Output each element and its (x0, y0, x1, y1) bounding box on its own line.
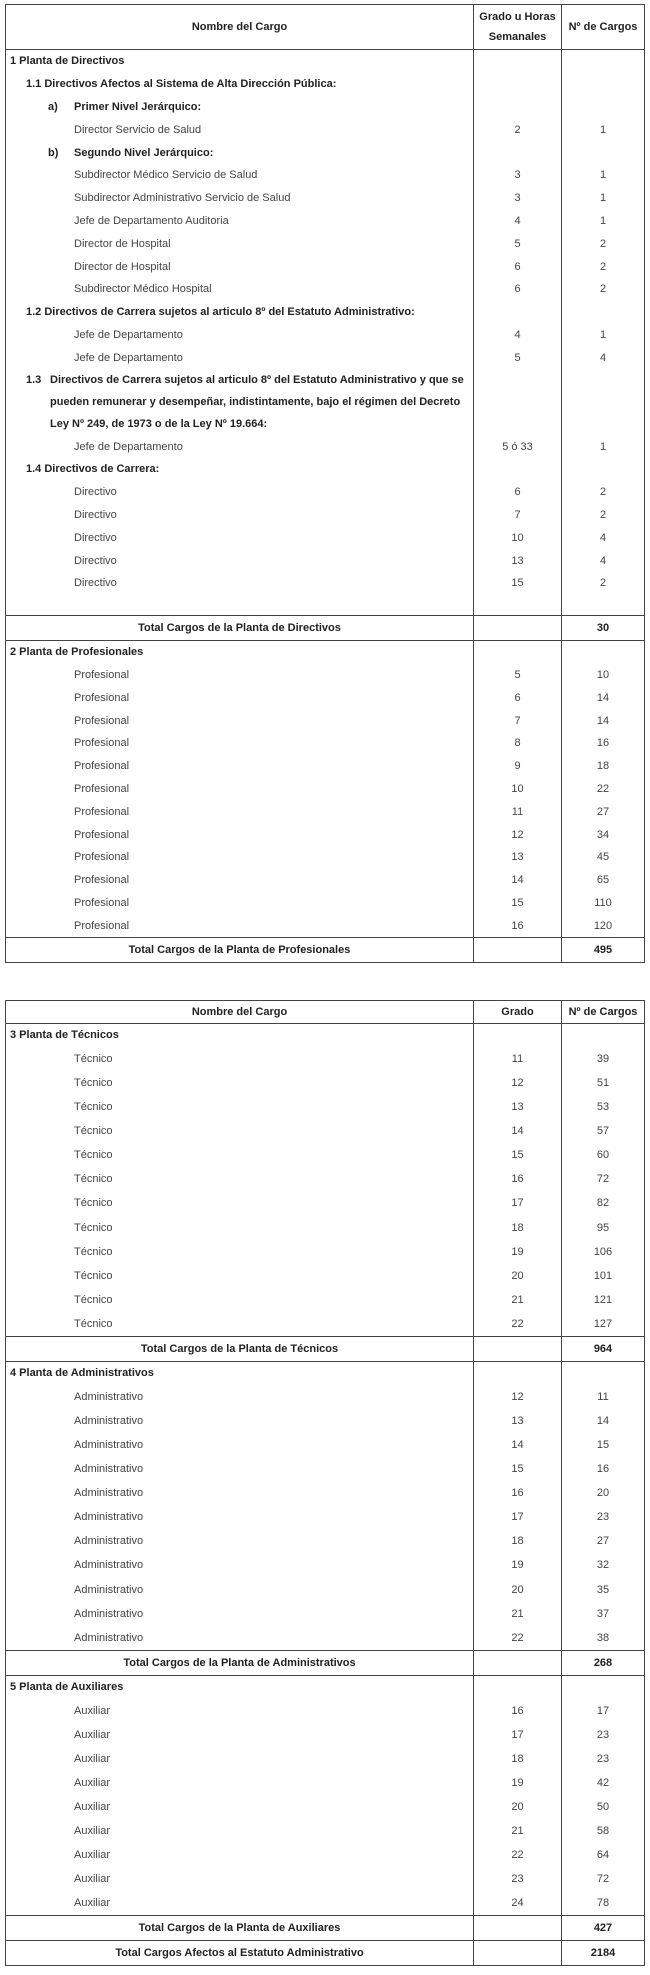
table-row (6, 526, 645, 549)
section-title: 3 Planta de Técnicos (6, 1024, 474, 1047)
cargo-count: 2 (562, 481, 645, 504)
cargo-count: 11 (562, 1385, 645, 1409)
cargo-grade: 16 (474, 1167, 562, 1191)
cargo-name: Profesional (6, 846, 474, 869)
cargo-count: 2 (562, 504, 645, 527)
table-row (6, 549, 645, 572)
cargo-count: 58 (562, 1819, 645, 1843)
cargo-grade: 7 (474, 504, 562, 527)
cargo-grade: 6 (474, 481, 562, 504)
cargo-name: Jefe de Departamento (6, 324, 474, 347)
cargo-name: Directivo (6, 549, 474, 572)
cargo-count: 42 (562, 1771, 645, 1795)
total-label: Total Cargos de la Planta de Técnicos (6, 1336, 474, 1361)
cargo-grade: 20 (474, 1795, 562, 1819)
cargo-count: 2 (562, 232, 645, 255)
total-row-sec3 (6, 1336, 645, 1361)
cargo-count: 37 (562, 1602, 645, 1626)
table-row (6, 164, 645, 187)
cargo-name: Subdirector Médico Servicio de Salud (6, 164, 474, 187)
cargo-count: 23 (562, 1747, 645, 1771)
cargo-grade: 21 (474, 1819, 562, 1843)
cargo-name: Administrativo (6, 1626, 474, 1651)
cargo-count: 45 (562, 846, 645, 869)
cargo-count: 14 (562, 709, 645, 732)
table-tecnicos-administrativos-auxiliares (5, 1000, 645, 1966)
table-row (6, 435, 645, 458)
cargo-grade: 6 (474, 278, 562, 301)
cargo-grade: 3 (474, 187, 562, 210)
cargo-count: 1 (562, 210, 645, 233)
table-row (6, 1843, 645, 1867)
cargo-name: Profesional (6, 800, 474, 823)
cargo-name: Auxiliar (6, 1819, 474, 1843)
cargo-count: 53 (562, 1095, 645, 1119)
cargo-count: 95 (562, 1215, 645, 1239)
cargo-name: Auxiliar (6, 1891, 474, 1916)
cargo-grade: 21 (474, 1288, 562, 1312)
cargo-name: Auxiliar (6, 1723, 474, 1747)
cargo-name: Directivo (6, 504, 474, 527)
header-grado: Grado (474, 1001, 562, 1024)
cargo-count: 60 (562, 1143, 645, 1167)
cargo-count: 18 (562, 755, 645, 778)
cargo-grade: 22 (474, 1312, 562, 1337)
total-label: Total Cargos de la Planta de Directivos (6, 615, 474, 640)
cargo-grade: 16 (474, 914, 562, 937)
table-row (6, 1312, 645, 1337)
total-value: 495 (562, 938, 645, 963)
section-title-row (6, 1024, 645, 1047)
cargo-name: Administrativo (6, 1481, 474, 1505)
cargo-grade: 14 (474, 1119, 562, 1143)
cargo-count: 14 (562, 1409, 645, 1433)
cargo-count: 27 (562, 1529, 645, 1553)
cargo-grade: 19 (474, 1771, 562, 1795)
cargo-grade: 16 (474, 1699, 562, 1723)
cargo-count: 35 (562, 1577, 645, 1601)
cargo-grade: 13 (474, 549, 562, 572)
cargo-grade: 21 (474, 1602, 562, 1626)
table-row (6, 892, 645, 915)
cargo-name: Administrativo (6, 1457, 474, 1481)
table-row (6, 1723, 645, 1747)
cargo-count: 72 (562, 1867, 645, 1891)
table-row (6, 324, 645, 347)
cargo-name: Profesional (6, 869, 474, 892)
total-row-profesionales (6, 938, 645, 963)
cargo-name: Jefe de Departamento Auditoria (6, 210, 474, 233)
cargo-count: 50 (562, 1795, 645, 1819)
cargo-name: Administrativo (6, 1553, 474, 1577)
cargo-name: Administrativo (6, 1433, 474, 1457)
subsection-title-row (6, 458, 645, 481)
section-title-row (6, 640, 645, 663)
total-label: Total Cargos Afectos al Estatuto Administrativo (6, 1941, 474, 1966)
cargo-grade: 8 (474, 732, 562, 755)
cargo-grade: 14 (474, 869, 562, 892)
cargo-grade: 5 (474, 232, 562, 255)
table-row (6, 1215, 645, 1239)
table-row (6, 1529, 645, 1553)
table-row (6, 1626, 645, 1651)
cargo-name: Técnico (6, 1143, 474, 1167)
cargo-name: Auxiliar (6, 1795, 474, 1819)
table-row (6, 210, 645, 233)
cargo-count: 10 (562, 664, 645, 687)
table-row (6, 1747, 645, 1771)
table-row (6, 1119, 645, 1143)
table-row (6, 869, 645, 892)
cargo-name: Técnico (6, 1071, 474, 1095)
cargo-name: Profesional (6, 892, 474, 915)
cargo-grade: 10 (474, 778, 562, 801)
cargo-name: Profesional (6, 755, 474, 778)
table-row (6, 1699, 645, 1723)
cargo-name: Directivo (6, 572, 474, 595)
cargo-count: 1 (562, 164, 645, 187)
table-row (6, 1577, 645, 1601)
subsection-title: 1.2 Directivos de Carrera sujetos al articulo 8º del Estatuto Administrativo: (6, 301, 474, 324)
cargo-count: 120 (562, 914, 645, 937)
cargo-grade: 15 (474, 572, 562, 595)
cargo-name: Profesional (6, 778, 474, 801)
table-row (6, 1795, 645, 1819)
total-value: 964 (562, 1336, 645, 1361)
cargo-count: 57 (562, 1119, 645, 1143)
table-row (6, 1433, 645, 1457)
cargo-count: 22 (562, 778, 645, 801)
table-row (6, 1457, 645, 1481)
spacer-row (6, 595, 645, 616)
cargo-name: Técnico (6, 1167, 474, 1191)
cargo-count: 1 (562, 118, 645, 141)
table-row (6, 1385, 645, 1409)
table-row (6, 1409, 645, 1433)
cargo-name: Técnico (6, 1191, 474, 1215)
table-row (6, 1867, 645, 1891)
cargo-grade: 5 (474, 346, 562, 369)
cargo-name: Administrativo (6, 1529, 474, 1553)
header-num-cargos: Nº de Cargos (562, 1001, 645, 1024)
cargo-name: Técnico (6, 1215, 474, 1239)
cargo-name: Auxiliar (6, 1843, 474, 1867)
cargo-name: Auxiliar (6, 1747, 474, 1771)
cargo-grade: 13 (474, 846, 562, 869)
table-row (6, 1553, 645, 1577)
cargo-count: 1 (562, 435, 645, 458)
cargo-count: 14 (562, 686, 645, 709)
cargo-name: Administrativo (6, 1385, 474, 1409)
table-directivos-profesionales (5, 4, 645, 963)
total-label: Total Cargos de la Planta de Auxiliares (6, 1916, 474, 1941)
cargo-name: Técnico (6, 1288, 474, 1312)
cargo-name: Técnico (6, 1240, 474, 1264)
table-row (6, 1191, 645, 1215)
table-row (6, 1819, 645, 1843)
cargo-grade: 17 (474, 1505, 562, 1529)
section-title: 5 Planta de Auxiliares (6, 1675, 474, 1698)
table-row (6, 187, 645, 210)
cargo-grade: 13 (474, 1409, 562, 1433)
table-row (6, 823, 645, 846)
subsection-row (6, 73, 645, 96)
table-row (6, 278, 645, 301)
cargo-grade: 15 (474, 1143, 562, 1167)
cargo-grade: 5 (474, 664, 562, 687)
cargo-grade: 17 (474, 1191, 562, 1215)
cargo-grade: 13 (474, 1095, 562, 1119)
cargo-grade: 23 (474, 1867, 562, 1891)
level-title: Primer Nivel Jerárquico: (74, 100, 202, 113)
cargo-name: Jefe de Departamento (6, 435, 474, 458)
cargo-grade: 3 (474, 164, 562, 187)
table-row (6, 1095, 645, 1119)
subsection-title: 1.1 Directivos Afectos al Sistema de Alta Dirección Pública: (6, 73, 474, 96)
cargo-count: 32 (562, 1553, 645, 1577)
cargo-count: 38 (562, 1626, 645, 1651)
cargo-count: 1 (562, 324, 645, 347)
cargo-grade: 7 (474, 709, 562, 732)
cargo-grade: 11 (474, 1047, 562, 1071)
table-row (6, 914, 645, 937)
cargo-grade: 19 (474, 1240, 562, 1264)
cargo-name: Auxiliar (6, 1771, 474, 1795)
cargo-name: Administrativo (6, 1602, 474, 1626)
cargo-grade: 6 (474, 686, 562, 709)
cargo-count: 106 (562, 1240, 645, 1264)
cargo-count: 1 (562, 187, 645, 210)
cargo-count: 78 (562, 1891, 645, 1916)
cargo-name: Técnico (6, 1119, 474, 1143)
cargo-grade: 20 (474, 1264, 562, 1288)
cargo-name: Profesional (6, 686, 474, 709)
cargo-count: 20 (562, 1481, 645, 1505)
cargo-grade: 9 (474, 755, 562, 778)
cargo-name: Profesional (6, 664, 474, 687)
table-row (6, 1891, 645, 1916)
subsection-title: Directivos de Carrera sujetos al articulo 8º del Estatuto Administrativo y que se pueden remunerar y desempeñar, indistintamente, bajo el régimen del Decreto Ley Nº 249, de 1973 o de la Ley Nº 19.664: (50, 374, 464, 431)
table-row (6, 1602, 645, 1626)
table-row (6, 1288, 645, 1312)
cargo-grade: 22 (474, 1843, 562, 1867)
header-num-cargos: Nº de Cargos (562, 5, 645, 50)
cargo-grade: 18 (474, 1529, 562, 1553)
header-nombre: Nombre del Cargo (6, 1001, 474, 1024)
cargo-grade: 6 (474, 255, 562, 278)
cargo-grade: 16 (474, 1481, 562, 1505)
cargo-grade: 5 ó 33 (474, 435, 562, 458)
table-row (6, 1047, 645, 1071)
table-row (6, 778, 645, 801)
cargo-name: Técnico (6, 1264, 474, 1288)
cargo-count: 2 (562, 278, 645, 301)
table-row (6, 686, 645, 709)
table-row (6, 1481, 645, 1505)
cargo-grade: 15 (474, 892, 562, 915)
cargo-count: 101 (562, 1264, 645, 1288)
cargo-name: Subdirector Administrativo Servicio de Salud (6, 187, 474, 210)
cargo-count: 51 (562, 1071, 645, 1095)
cargo-name: Administrativo (6, 1505, 474, 1529)
total-row-directivos (6, 615, 645, 640)
cargo-name: Directivo (6, 526, 474, 549)
section-row (6, 50, 645, 73)
cargo-name: Director de Hospital (6, 255, 474, 278)
total-label: Total Cargos de la Planta de Profesionales (6, 938, 474, 963)
cargo-name: Director de Hospital (6, 232, 474, 255)
cargo-grade: 19 (474, 1553, 562, 1577)
cargo-count: 39 (562, 1047, 645, 1071)
total-value: 2184 (562, 1941, 645, 1966)
cargo-count: 27 (562, 800, 645, 823)
total-value: 427 (562, 1916, 645, 1941)
cargo-grade: 24 (474, 1891, 562, 1916)
cargo-count: 64 (562, 1843, 645, 1867)
cargo-count: 2 (562, 255, 645, 278)
cargo-name: Directivo (6, 481, 474, 504)
cargo-grade: 4 (474, 324, 562, 347)
cargo-count: 15 (562, 1433, 645, 1457)
cargo-grade: 10 (474, 526, 562, 549)
section-title: 2 Planta de Profesionales (6, 640, 474, 663)
level-letter: a) (48, 100, 58, 113)
cargo-grade: 12 (474, 1385, 562, 1409)
header-grado-horas: Grado u Horas Semanales (474, 5, 562, 50)
total-row-sec5 (6, 1916, 645, 1941)
cargo-grade: 14 (474, 1433, 562, 1457)
cargo-name: Administrativo (6, 1577, 474, 1601)
cargo-count: 4 (562, 526, 645, 549)
table-row (6, 504, 645, 527)
subsection-title: 1.4 Directivos de Carrera: (6, 458, 474, 481)
cargo-grade: 18 (474, 1747, 562, 1771)
cargo-count: 23 (562, 1505, 645, 1529)
cargo-count: 34 (562, 823, 645, 846)
table-row (6, 1240, 645, 1264)
cargo-grade: 15 (474, 1457, 562, 1481)
cargo-count: 127 (562, 1312, 645, 1337)
table-row (6, 572, 645, 595)
cargo-name: Profesional (6, 709, 474, 732)
table-row (6, 1167, 645, 1191)
cargo-grade: 4 (474, 210, 562, 233)
cargo-name: Profesional (6, 914, 474, 937)
cargo-grade: 11 (474, 800, 562, 823)
level-letter: b) (48, 146, 59, 159)
section-title: 4 Planta de Administrativos (6, 1361, 474, 1384)
table-row (6, 664, 645, 687)
cargo-count: 72 (562, 1167, 645, 1191)
cargo-count: 121 (562, 1288, 645, 1312)
cargo-count: 16 (562, 1457, 645, 1481)
table-row (6, 709, 645, 732)
cargo-name: Profesional (6, 823, 474, 846)
level-title: Segundo Nivel Jerárquico: (74, 146, 214, 159)
table-row (6, 481, 645, 504)
cargo-count: 16 (562, 732, 645, 755)
table-row (6, 732, 645, 755)
cargo-grade: 20 (474, 1577, 562, 1601)
cargo-name: Auxiliar (6, 1867, 474, 1891)
subsection-index: 1.3 (26, 374, 42, 387)
cargo-count: 82 (562, 1191, 645, 1215)
table-row (6, 1505, 645, 1529)
cargo-name: Técnico (6, 1312, 474, 1337)
grand-total-row (6, 1941, 645, 1966)
table-row (6, 346, 645, 369)
total-value: 268 (562, 1650, 645, 1675)
cargo-count: 65 (562, 869, 645, 892)
cargo-name: Técnico (6, 1047, 474, 1071)
table-header-row (6, 1001, 645, 1024)
cargo-name: Profesional (6, 732, 474, 755)
section-title-row (6, 1361, 645, 1384)
cargo-count: 2 (562, 572, 645, 595)
table-row (6, 846, 645, 869)
table-row (6, 1771, 645, 1795)
total-value: 30 (562, 615, 645, 640)
cargo-count: 17 (562, 1699, 645, 1723)
total-row-sec4 (6, 1650, 645, 1675)
cargo-grade: 22 (474, 1626, 562, 1651)
cargo-name: Jefe de Departamento (6, 346, 474, 369)
cargo-name: Auxiliar (6, 1699, 474, 1723)
cargo-count: 4 (562, 549, 645, 572)
section-title-row (6, 1675, 645, 1698)
cargo-grade: 2 (474, 118, 562, 141)
cargo-grade: 12 (474, 823, 562, 846)
table-row (6, 755, 645, 778)
section-title: 1 Planta de Directivos (6, 50, 474, 73)
header-nombre: Nombre del Cargo (6, 5, 474, 50)
total-label: Total Cargos de la Planta de Administrativos (6, 1650, 474, 1675)
cargo-name: Subdirector Médico Hospital (6, 278, 474, 301)
cargo-name: Técnico (6, 1095, 474, 1119)
subsection-row (6, 369, 645, 435)
level-row (6, 141, 645, 164)
cargo-name: Administrativo (6, 1409, 474, 1433)
table-row (6, 255, 645, 278)
table-row (6, 232, 645, 255)
table-row (6, 118, 645, 141)
cargo-count: 23 (562, 1723, 645, 1747)
cargo-name: Director Servicio de Salud (6, 118, 474, 141)
cargo-grade: 12 (474, 1071, 562, 1095)
subsection-title-row (6, 301, 645, 324)
cargo-grade: 17 (474, 1723, 562, 1747)
cargo-count: 4 (562, 346, 645, 369)
table-row (6, 1071, 645, 1095)
cargo-grade: 18 (474, 1215, 562, 1239)
table-row (6, 800, 645, 823)
cargo-count: 110 (562, 892, 645, 915)
level-row (6, 96, 645, 119)
table-row (6, 1143, 645, 1167)
table-row (6, 1264, 645, 1288)
table-header-row (6, 5, 645, 50)
